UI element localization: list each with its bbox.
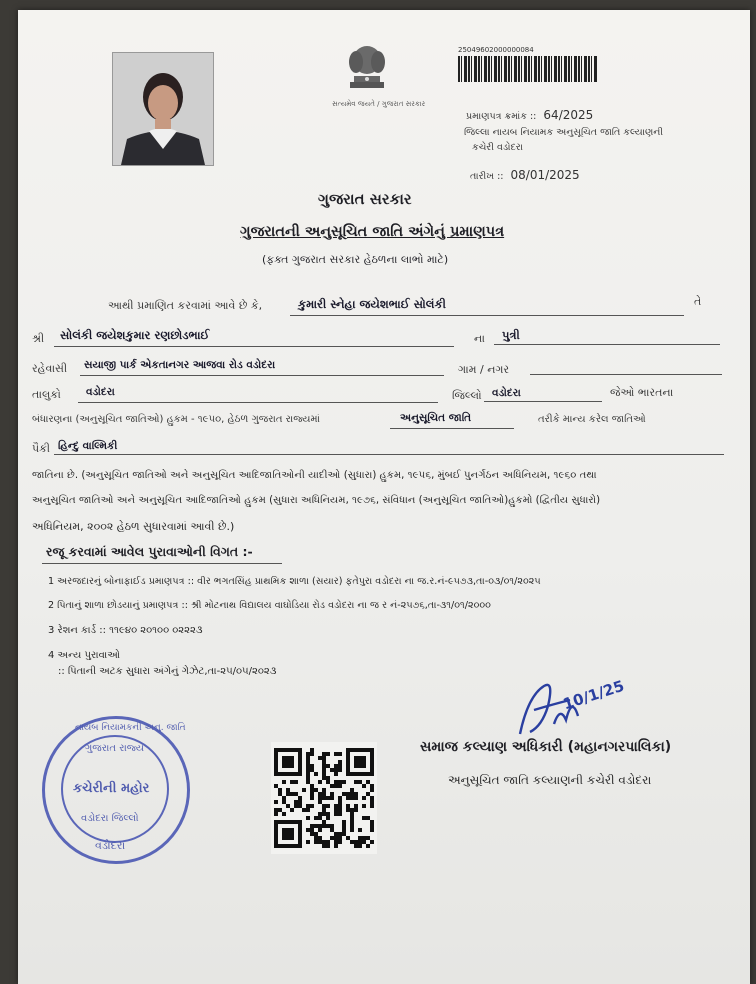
evidence-heading-underline	[42, 563, 282, 564]
certificate-document	[18, 10, 750, 984]
applicant-photo	[112, 52, 214, 166]
officer-title: સમાજ કલ્યાણ અધિકારી (મહાનગરપાલિકા)	[420, 739, 672, 755]
father-name: સોલંકી જયેશકુમાર રણછોડભાઈ	[60, 328, 210, 342]
seal-inner-bottom: વડોદરા જિલ્લો	[81, 813, 139, 824]
evidence-item: :: પિતાની અટક સુધારા અંગેનું ગેઝેટ,તા-૨૫/૦૫/૨૦૨૩	[58, 666, 277, 677]
certificate-number-row	[466, 108, 593, 122]
certificate-number-label: પ્રમાણપત્ર ક્રમાંક ::	[466, 111, 537, 122]
government-title: ગુજરાત સરકાર	[318, 190, 412, 208]
evidence-item: 4 અન્ય પુરાવાઓ	[48, 650, 120, 661]
caste: હિન્દુ વાલ્મિકી	[58, 440, 118, 452]
legal-paragraph-line3: અધિનિયમ, ૨૦૦૨ હેઠળ સુધારવામાં આવી છે.)	[32, 520, 235, 533]
issuing-office-line2: કચેરી વડોદરા	[472, 142, 524, 153]
resident-label: રહેવાસી	[32, 362, 68, 375]
constitution-order-text: બંધારણના (અનુસૂચિત જાતિઓ) હુકમ - ૧૯૫૦, હેઠળ ગુજરાત રાજ્યમાં	[32, 414, 320, 425]
evidence-heading: રજૂ કરવામાં આવેલ પુરાવાઓની વિગત :-	[46, 544, 253, 559]
district: વડોદરા	[492, 387, 521, 399]
evidence-item: 3 રેશન કાર્ડ :: ૧૧૯૪૦ ૨૦૧૦૦ ૦૨૨૨૩	[48, 625, 203, 636]
certificate-title: ગુજરાતની અનુસૂચિત જાતિ અંગેનું પ્રમાણપત્ર	[240, 224, 505, 240]
evidence-item: 1 અરજદારનું બોનાફાઈડ પ્રમાણપત્ર :: વીર ભગતસિંહ પ્રાથમિક શાળા (સયાર) ફતેપુરા વડોદરા ના જ.ર.નં-૯૫૭૩,તા-૦૩/૦૧/૨૦૨૫	[48, 576, 541, 587]
relation-underline	[494, 344, 720, 345]
certify-label: આથી પ્રમાણિત કરવામાં આવે છે કે,	[108, 299, 263, 312]
signature-date: 10/1/25	[560, 676, 627, 714]
village-label: ગામ / નગર	[458, 363, 510, 376]
of-label: ના	[474, 332, 485, 345]
address-underline	[80, 375, 444, 376]
district-label: જિલ્લો	[452, 389, 482, 402]
applicant-name: કુમારી સ્નેહા જયેશભાઈ સોલંકી	[298, 297, 446, 311]
father-underline	[54, 346, 454, 347]
seal-center: કચેરીની મહોર	[73, 781, 150, 796]
village-underline	[530, 374, 722, 375]
district-underline	[484, 401, 602, 402]
certificate-number: 64/2025	[543, 108, 594, 122]
caste-underline	[54, 454, 724, 455]
legal-paragraph-line1: જાતિના છે. (અનુસૂચિત જાતિઓ અને અનુસૂચિત આદિજાતિઓની યાદીઓ (સુધારા) હુકમ, ૧૯૫૬, મુંબઈ પુનર્ગઠન અધિનિયમ, ૧૯૬૦ તથા	[32, 470, 597, 481]
issue-date: 08/01/2025	[510, 168, 580, 182]
seal-ring-top: નાયબ નિયામકની અનુ. જાતિ	[75, 723, 186, 733]
india-label: જેઓ ભારતના	[610, 386, 674, 399]
qr-code	[271, 742, 377, 854]
name-suffix: તે	[694, 295, 702, 308]
office-seal	[42, 716, 190, 864]
barcode-number: 25049602000000084	[458, 46, 534, 54]
taluka-label: તાલુકો	[32, 388, 61, 401]
seal-inner-top: ગુજરાત રાજ્ય	[85, 743, 145, 754]
taluka-underline	[78, 402, 438, 403]
relation: પુત્રી	[502, 328, 520, 342]
issue-date-row	[470, 168, 580, 182]
caste-label: પૈકી	[32, 442, 51, 455]
officer-office: અનુસૂચિત જાતિ કલ્યાણની કચેરી વડોદરા	[448, 773, 652, 787]
legal-paragraph-line2: અનુસૂચિત જાતિઓ અને અનુસૂચિત આદિજાતિઓ હુકમ (સુધારા અધિનિયમ, ૧૯૭૬, સંવિધાન (અનુસૂચિત જાતિઓ)હુકમો (દ્વિતીય સુધારો)	[32, 495, 601, 506]
seal-bottom: વડોદરા	[95, 839, 126, 852]
state-emblem-icon	[336, 38, 398, 98]
category-suffix: તરીકે માન્ય કરેલ જાતિઓ	[538, 414, 646, 425]
category: અનુસૂચિત જાતિ	[400, 412, 472, 424]
shri-label: શ્રી	[32, 332, 45, 345]
barcode-bars	[458, 56, 598, 82]
certificate-subtitle: (ફક્ત ગુજરાત સરકાર હેઠળના લાભો માટે)	[262, 253, 449, 266]
taluka: વડોદરા	[86, 386, 115, 398]
address: સયાજી પાર્ક એકતાનગર આજવા રોડ વડોદરા	[84, 359, 276, 371]
evidence-item: 2 પિતાનું શાળા છોડયાનું પ્રમાણપત્ર :: શ્રી મોટનાથ વિદ્યાલય વાઘોડિયા રોડ વડોદરા ના જ ર નં-૨૫૭૬,તા-૩૧/૦૧/૨૦૦૦	[48, 600, 491, 611]
issuing-office-line1: જિલ્લા નાયબ નિયામક અનુસૂચિત જાતિ કલ્યાણની	[464, 127, 664, 138]
barcode	[458, 46, 598, 82]
emblem-caption: સત્યમેવ જયતે / ગુજરાત સરકાર	[332, 100, 426, 108]
category-underline	[390, 428, 514, 429]
issue-date-label: તારીખ ::	[470, 171, 504, 182]
name-underline	[290, 315, 684, 316]
